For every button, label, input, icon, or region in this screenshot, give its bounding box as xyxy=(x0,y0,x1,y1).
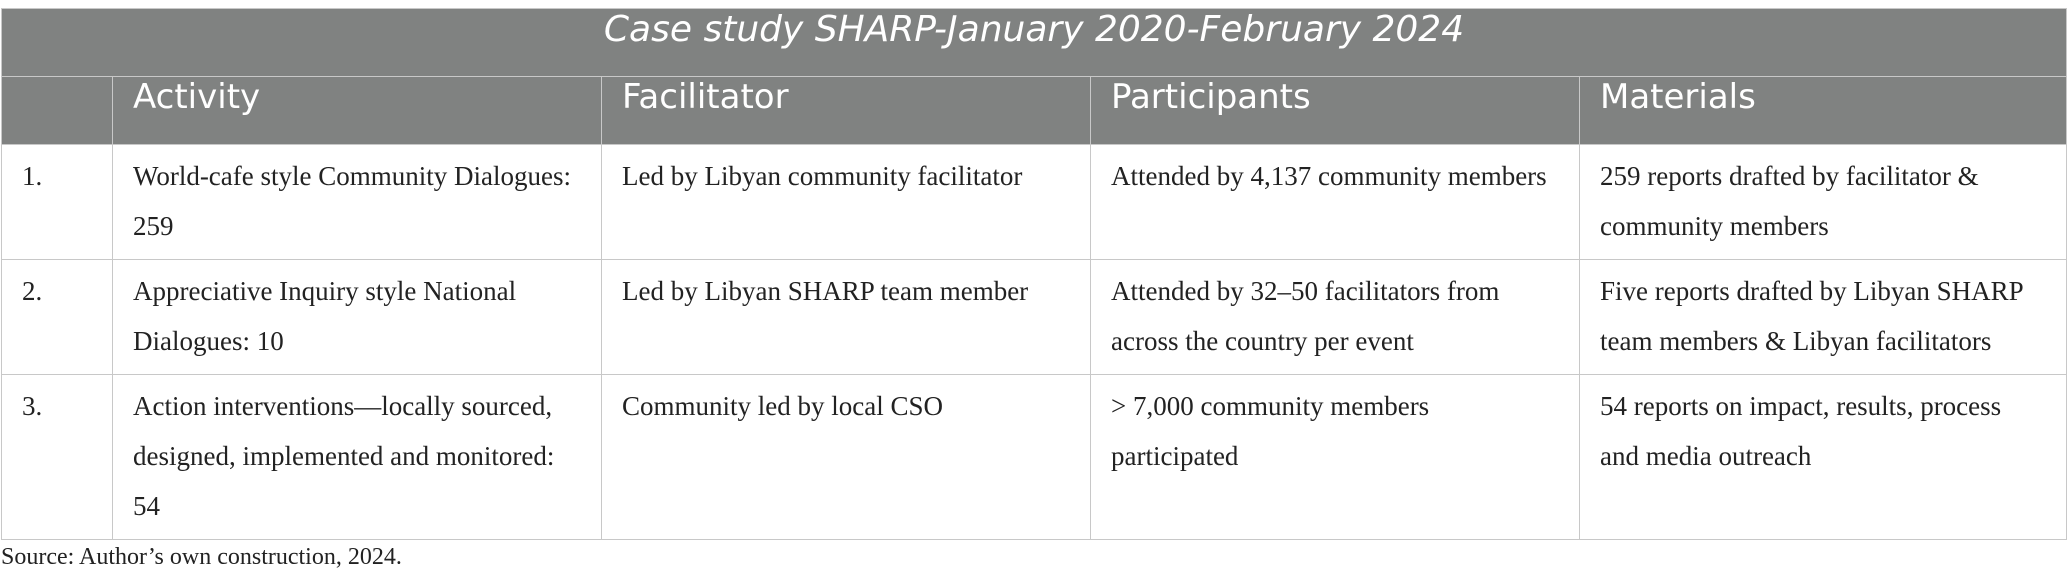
table-header-row xyxy=(2,77,2067,145)
materials-cell: 259 reports drafted by facilitator & community members xyxy=(1580,145,2067,260)
row-number: 2. xyxy=(2,260,113,375)
materials-cell: Five reports drafted by Libyan SHARP team members & Libyan facilitators xyxy=(1580,260,2067,375)
activity-cell: Appreciative Inquiry style National Dialogues: 10 xyxy=(113,260,602,375)
row-number: 3. xyxy=(2,375,113,540)
column-header-number xyxy=(2,77,113,145)
activity-cell: World-cafe style Community Dialogues: 259 xyxy=(113,145,602,260)
facilitator-cell: Community led by local CSO xyxy=(602,375,1091,540)
participants-cell: > 7,000 community members participated xyxy=(1091,375,1580,540)
participants-cell: Attended by 4,137 community members xyxy=(1091,145,1580,260)
activity-cell: Action interventions—locally sourced, designed, implemented and monitored: 54 xyxy=(113,375,602,540)
row-number: 1. xyxy=(2,145,113,260)
source-note: Source: Author’s own construction, 2024. xyxy=(1,544,402,570)
column-header-activity: Activity xyxy=(113,77,602,145)
table-title-row xyxy=(2,9,2067,77)
facilitator-cell: Led by Libyan SHARP team member xyxy=(602,260,1091,375)
column-header-materials: Materials xyxy=(1580,77,2067,145)
table-row xyxy=(2,260,2067,375)
column-header-facilitator: Facilitator xyxy=(602,77,1091,145)
table-row xyxy=(2,145,2067,260)
table-row xyxy=(2,375,2067,540)
table-title: Case study SHARP-January 2020-February 2024 xyxy=(2,9,2067,77)
column-header-participants: Participants xyxy=(1091,77,1580,145)
participants-cell: Attended by 32–50 facilitators from across the country per event xyxy=(1091,260,1580,375)
case-study-table xyxy=(1,8,2067,540)
materials-cell: 54 reports on impact, results, process and media outreach xyxy=(1580,375,2067,540)
facilitator-cell: Led by Libyan community facilitator xyxy=(602,145,1091,260)
